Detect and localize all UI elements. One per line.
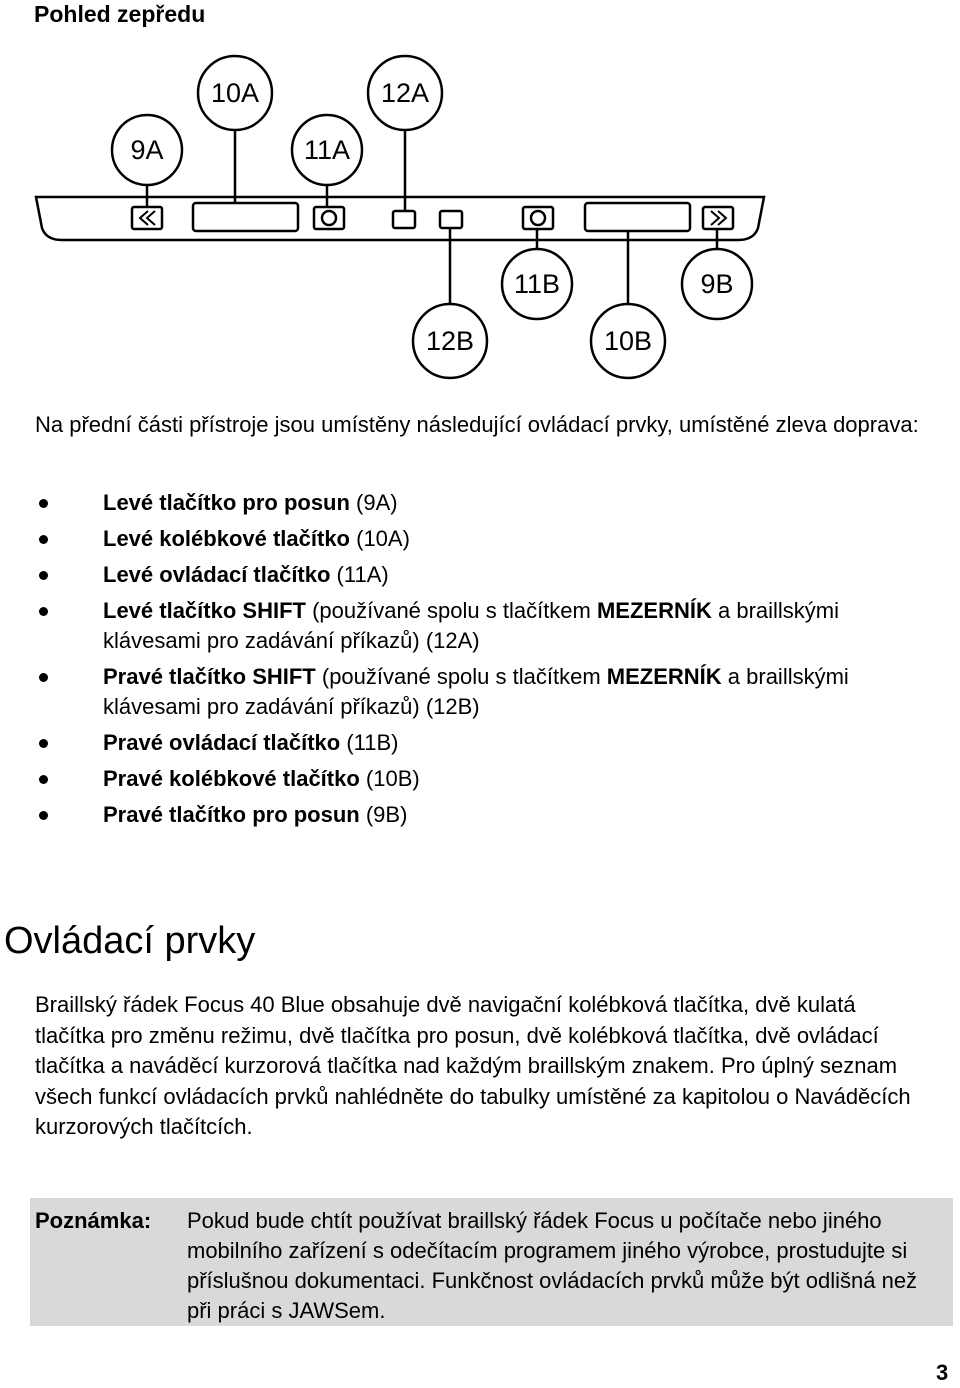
callout-9b: 9B (700, 269, 734, 299)
note-box (30, 1198, 953, 1326)
callout-12a: 12A (380, 78, 430, 108)
section-title: Pohled zepředu (34, 1, 206, 27)
callout-10a: 10A (210, 78, 260, 108)
list-item: Levé tlačítko pro posun (9A) (35, 488, 935, 518)
controls-heading: Ovládací prvky (4, 920, 256, 962)
list-item: Levé tlačítko SHIFT (používané spolu s tlačítkem MEZERNÍK a braillskými klávesami pro zadávání příkazů) (12A) (35, 596, 935, 656)
list-item: Pravé ovládací tlačítko (11B) (35, 728, 935, 758)
note-text: Pokud bude chtít používat braillský řádek Focus u počítače nebo jiného mobilního zařízení s odečítacím programem jiného výrobce, prostudujte si příslušnou dokumentaci. Funkčnost ovládacích prvků může být odlišná než při práci s JAWSem. (187, 1208, 918, 1323)
callout-12b: 12B (425, 326, 475, 356)
intro-paragraph: Na přední části přístroje jsou umístěny následující ovládací prvky, umístěné zleva doprava: (35, 412, 919, 437)
list-item: Pravé kolébkové tlačítko (10B) (35, 764, 935, 794)
callout-11a: 11A (303, 135, 351, 165)
list-item: Levé kolébkové tlačítko (10A) (35, 524, 935, 554)
left-rocker-button-10a (193, 203, 298, 231)
right-shift-button-12b (440, 211, 462, 228)
list-item: Pravé tlačítko SHIFT (používané spolu s tlačítkem MEZERNÍK a braillskými klávesami pro zadávání příkazů) (12B) (35, 662, 935, 722)
callout-10b: 10B (603, 326, 653, 356)
controls-list (35, 488, 935, 836)
controls-paragraph: Braillský řádek Focus 40 Blue obsahuje dvě navigační kolébková tlačítka, dvě kulatá tlačítka pro změnu režimu, dvě tlačítka pro posun, dvě kolébková tlačítka, dvě ovládací tlačítka a naváděcí kurzorová tlačítka nad každým braillským znakem. Pro úplný seznam všech funkcí ovládacích prvků nahlédněte do tabulky umístěné za kapitolou o Naváděcích kurzorových tlačítcích. (35, 992, 911, 1139)
device-front-view-diagram (30, 52, 770, 387)
list-item: Pravé tlačítko pro posun (9B) (35, 800, 935, 830)
note-label: Poznámka: (35, 1208, 152, 1233)
right-rocker-button-10b (585, 203, 690, 231)
list-item: Levé ovládací tlačítko (11A) (35, 560, 935, 590)
callout-11b: 11B (513, 269, 561, 299)
left-shift-button-12a (393, 211, 415, 228)
callout-9a: 9A (130, 135, 164, 165)
page-number: 3 (936, 1360, 949, 1385)
